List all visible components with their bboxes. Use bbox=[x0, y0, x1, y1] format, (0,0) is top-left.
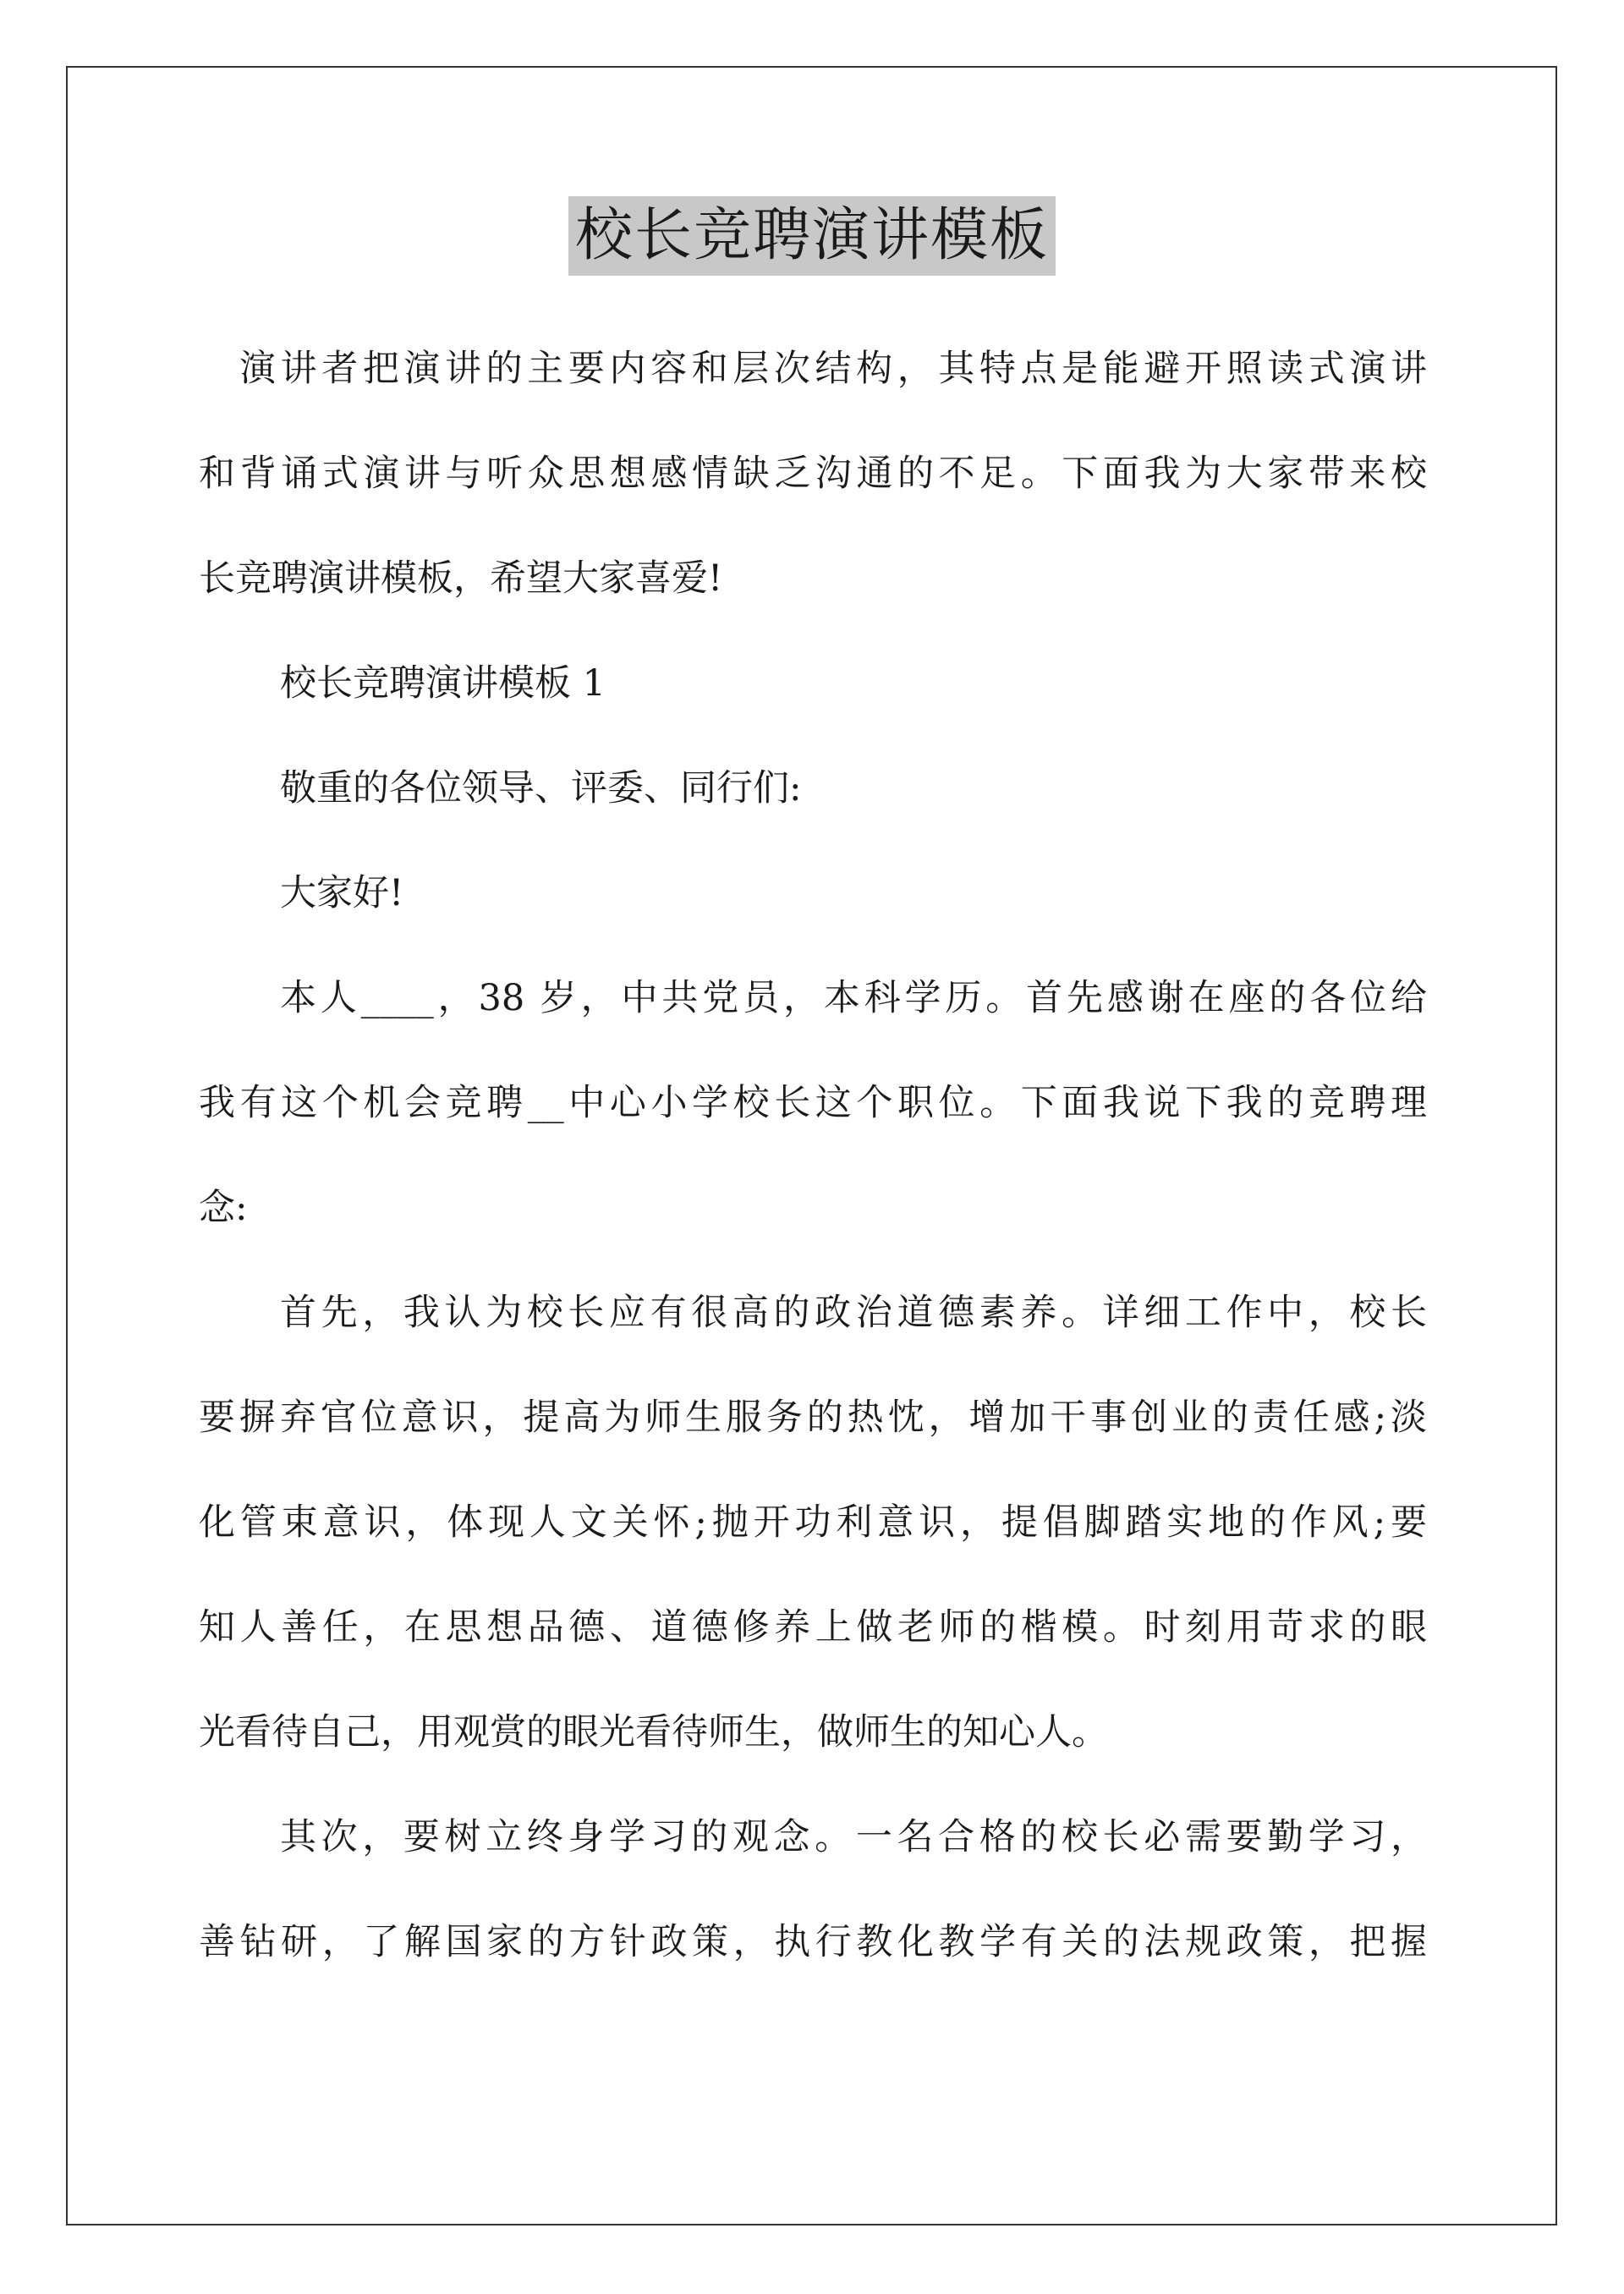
paragraph-line: 本人____，38 岁，中共党员，本科学历。首先感谢在座的各位给 bbox=[280, 977, 1427, 1019]
paragraph-line: 首先，我认为校长应有很高的政治道德素养。详细工作中，校长 bbox=[280, 1292, 1427, 1334]
paragraph-line: 光看待自己，用观赏的眼光看待师生，做师生的知心人。 bbox=[199, 1711, 1108, 1753]
paragraph-line: 演讲者把演讲的主要内容和层次结构，其特点是能避开照读式演讲 bbox=[239, 348, 1427, 390]
paragraph-line: 和背诵式演讲与听众思想感情缺乏沟通的不足。下面我为大家带来校 bbox=[199, 453, 1427, 495]
paragraph-line: 我有这个机会竞聘__中心小学校长这个职位。下面我说下我的竞聘理 bbox=[199, 1082, 1427, 1124]
paragraph-line: 知人善任，在思想品德、道德修养上做老师的楷模。时刻用苛求的眼 bbox=[199, 1606, 1427, 1649]
section-heading: 校长竞聘演讲模板 1 bbox=[280, 662, 606, 705]
paragraph-line: 化管束意识，体现人文关怀;抛开功利意识，提倡脚踏实地的作风;要 bbox=[199, 1501, 1427, 1544]
paragraph-line: 善钻研，了解国家的方针政策，执行教化教学有关的法规政策，把握 bbox=[199, 1921, 1427, 1963]
title-container bbox=[0, 196, 1624, 276]
paragraph-line: 其次，要树立终身学习的观念。一名合格的校长必需要勤学习， bbox=[280, 1816, 1427, 1858]
greeting-line: 大家好! bbox=[280, 872, 404, 914]
paragraph-line: 念: bbox=[199, 1187, 248, 1229]
paragraph-line: 长竞聘演讲模板，希望大家喜爱! bbox=[199, 557, 723, 600]
document-title: 校长竞聘演讲模板 bbox=[568, 196, 1056, 276]
document-body bbox=[199, 343, 1427, 2022]
paragraph-line: 要摒弃官位意识，提高为师生服务的热忱，增加干事创业的责任感;淡 bbox=[199, 1397, 1427, 1439]
salutation-line: 敬重的各位领导、评委、同行们: bbox=[280, 767, 802, 809]
